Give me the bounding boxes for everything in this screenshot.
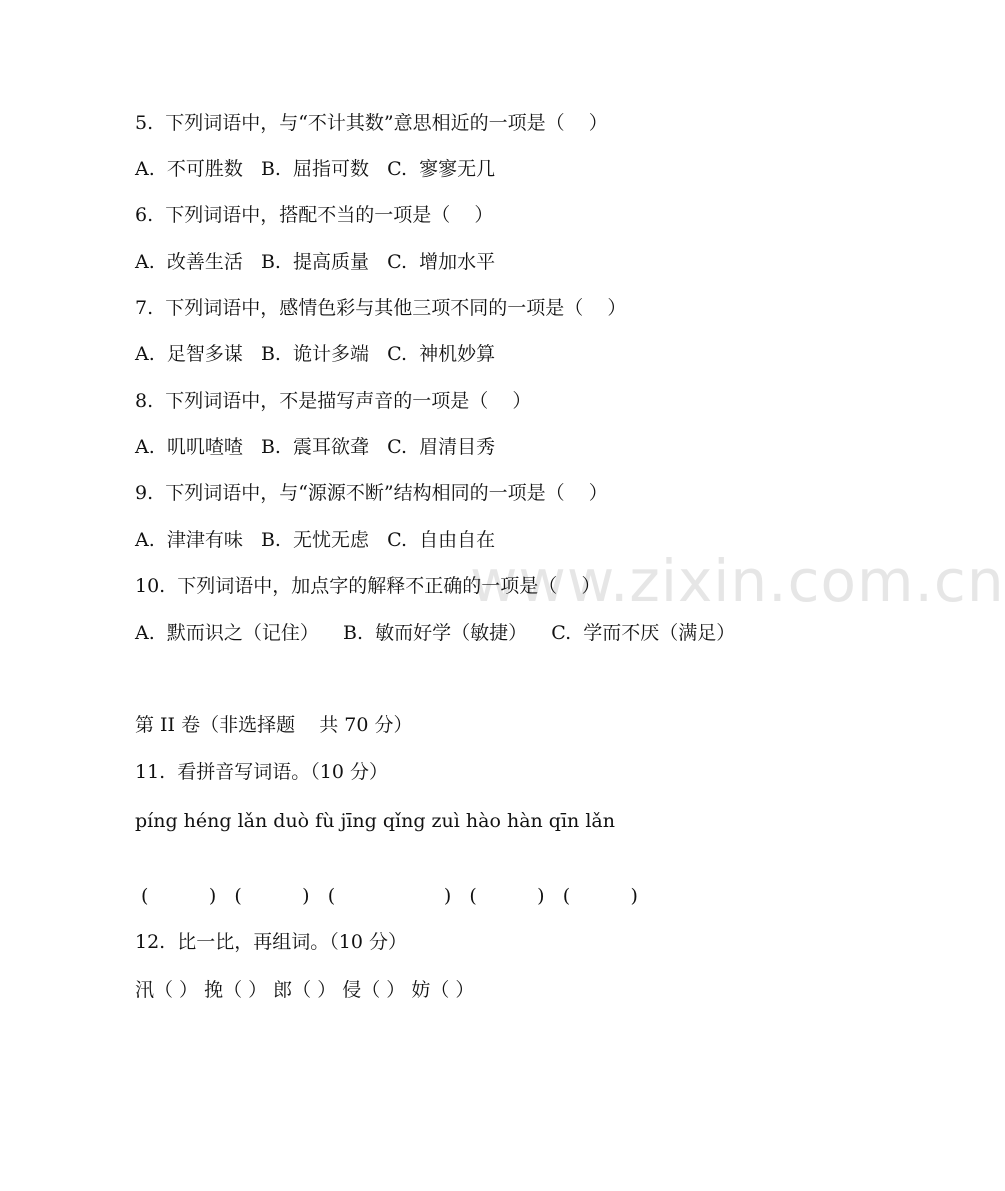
watermark: www.zixin.com.cn — [470, 547, 1005, 615]
question-10-options: A. 默而识之（记住） B. 敏而好学（敏捷） C. 学而不厌（满足） — [135, 622, 736, 644]
question-9: 9. 下列词语中，与“源源不断”结构相同的一项是（ ） — [135, 482, 608, 504]
question-11: 11. 看拼音写词语。（10 分） — [135, 761, 389, 783]
question-5: 5. 下列词语中，与“不计其数”意思相近的一项是（ ） — [135, 112, 608, 134]
compare-words-line: 汛（ ） 挽（ ） 郎（ ） 侵（ ） 妨（ ） — [135, 979, 475, 1001]
section-heading: 第 II 卷（非选择题 共 70 分） — [135, 714, 413, 736]
pinyin-answer-blanks: ( ) ( ) ( ) ( ) ( ) — [135, 885, 638, 907]
question-10: 10. 下列词语中，加点字的解释不正确的一项是（ ） — [135, 575, 601, 597]
question-9-options: A. 津津有味 B. 无忧无虑 C. 自由自在 — [135, 529, 496, 551]
question-8-options: A. 叽叽喳喳 B. 震耳欲聋 C. 眉清目秀 — [135, 436, 496, 458]
pinyin-line: píng héng lǎn duò fù jīng qǐng zuì hào hàn qīn lǎn — [135, 810, 615, 832]
question-8: 8. 下列词语中，不是描写声音的一项是（ ） — [135, 390, 532, 412]
question-12: 12. 比一比，再组词。（10 分） — [135, 931, 408, 953]
question-6-options: A. 改善生活 B. 提高质量 C. 增加水平 — [135, 251, 496, 273]
question-6: 6. 下列词语中，搭配不当的一项是（ ） — [135, 204, 494, 226]
question-7: 7. 下列词语中，感情色彩与其他三项不同的一项是（ ） — [135, 297, 627, 319]
question-7-options: A. 足智多谋 B. 诡计多端 C. 神机妙算 — [135, 343, 496, 365]
question-5-options: A. 不可胜数 B. 屈指可数 C. 寥寥无几 — [135, 158, 496, 180]
